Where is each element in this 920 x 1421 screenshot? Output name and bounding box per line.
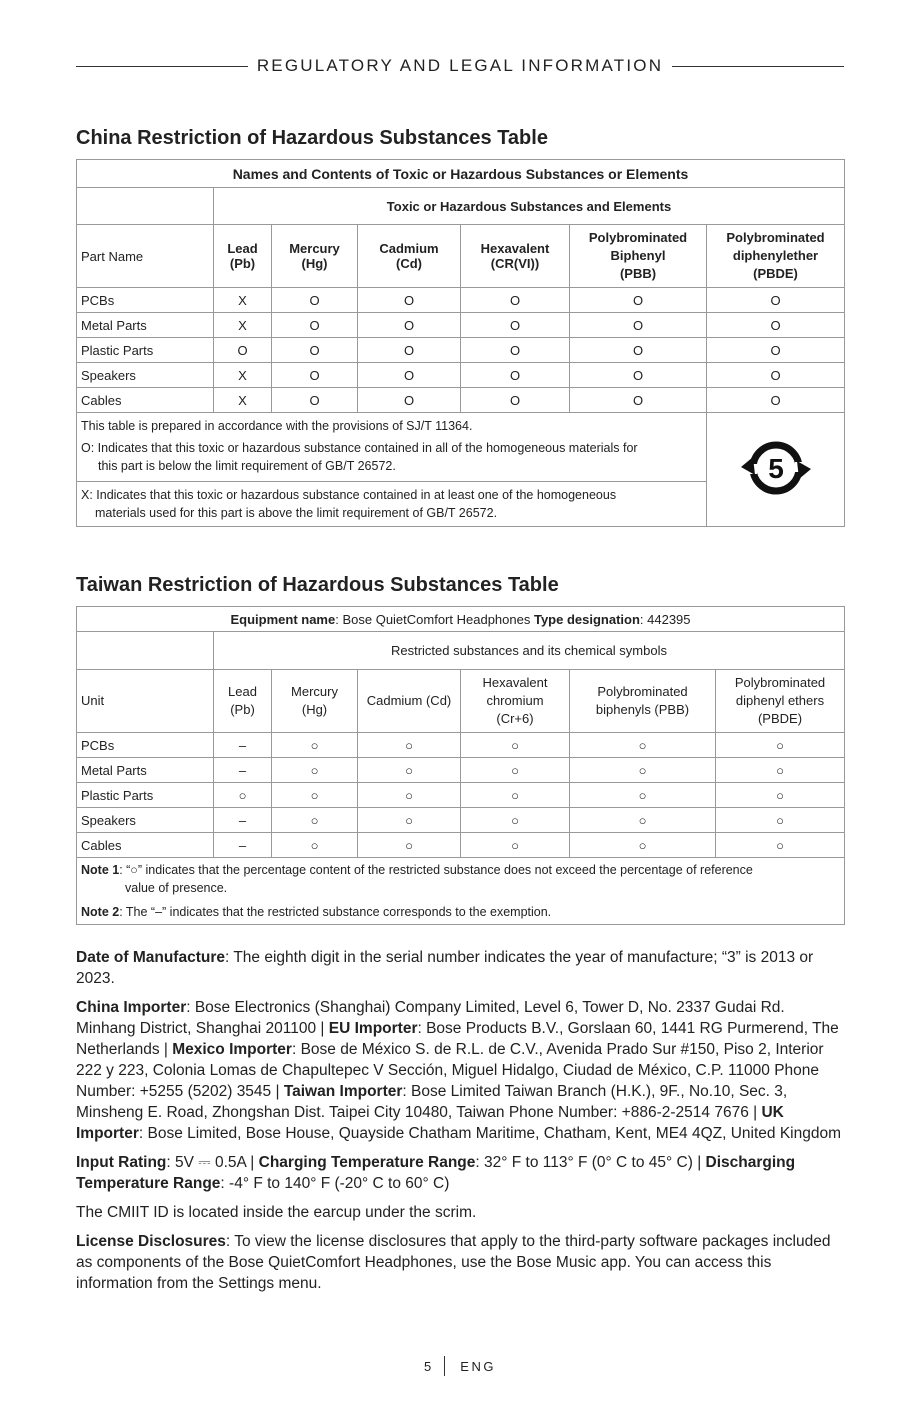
- table-row: [77, 363, 845, 388]
- cell: O: [707, 388, 845, 413]
- table-row: [77, 758, 845, 783]
- cell: –: [214, 833, 272, 858]
- cell: ○: [358, 783, 461, 808]
- cell: O: [707, 363, 845, 388]
- cell: ○: [272, 833, 358, 858]
- cell: O: [358, 363, 461, 388]
- language-code: ENG: [460, 1358, 496, 1374]
- china-col-header: Polybrominated diphenylether (PBDE): [707, 225, 845, 288]
- cell: ○: [570, 733, 716, 758]
- efup-recycle-icon: [741, 433, 811, 503]
- cell: ○: [461, 833, 570, 858]
- china-note-2: O: Indicates that this toxic or hazardous substance contained in all of the homogeneous materials for this part is below the limit requirement of GB/T 26572.: [81, 441, 638, 473]
- taiwan-col-header: Mercury (Hg): [272, 670, 358, 733]
- cell: X: [214, 388, 272, 413]
- cell: O: [707, 288, 845, 313]
- taiwan-rohs-heading: Taiwan Restriction of Hazardous Substances Table: [76, 574, 559, 596]
- taiwan-col-header: Lead (Pb): [214, 670, 272, 733]
- cell: O: [707, 313, 845, 338]
- cell: ○: [570, 758, 716, 783]
- cell: O: [272, 388, 358, 413]
- taiwan-empty-cell: [77, 632, 214, 670]
- date-of-manufacture: Date of Manufacture: The eighth digit in the serial number indicates the year of manufacture; “3” is 2013 or 2023.: [76, 949, 814, 987]
- china-notes: [77, 413, 707, 482]
- page-number: 5: [424, 1358, 432, 1374]
- cell: O: [358, 388, 461, 413]
- cell: ○: [570, 783, 716, 808]
- row-label: Cables: [77, 388, 214, 413]
- cell: O: [707, 338, 845, 363]
- taiwan-notes: [77, 858, 845, 925]
- china-table-title: Names and Contents of Toxic or Hazardous Substances or Elements: [77, 160, 845, 188]
- taiwan-group-header: Restricted substances and its chemical symbols: [214, 632, 845, 670]
- china-column-headers: [77, 225, 845, 288]
- cell: X: [214, 288, 272, 313]
- header-title: REGULATORY AND LEGAL INFORMATION: [256, 56, 664, 75]
- cell: –: [214, 758, 272, 783]
- row-label: Speakers: [77, 808, 214, 833]
- row-label: PCBs: [77, 288, 214, 313]
- cell: ○: [272, 783, 358, 808]
- cell: O: [570, 363, 707, 388]
- cell: O: [272, 313, 358, 338]
- cell: O: [570, 338, 707, 363]
- cell: ○: [461, 758, 570, 783]
- cell: ○: [716, 808, 845, 833]
- row-label: Metal Parts: [77, 758, 214, 783]
- china-col-header: Hexavalent (CR(VI)): [461, 225, 570, 288]
- cell: ○: [716, 758, 845, 783]
- cell: O: [570, 288, 707, 313]
- cell: ○: [461, 783, 570, 808]
- importers: China Importer: Bose Electronics (Shanghai) Company Limited, Level 6, Tower D, No. 2337 Gudai Rd. Minhang District, Shanghai 201100 | EU Importer: Bose Products B.V., Gorslaan 60, 1441 RG Purmerend, The Netherlands | Mexico Importer: Bose de México S. de R.L. de C.V., Avenida Prado Sur #150, Piso 2, Interior 222 y 223, Colonia Lomas de Chapultepec V Sección, Miguel Hidalgo, Ciudad de México, C.P. 11000 Phone Number: +5255 (5202) 3545 | Taiwan Importer: Bose Limited Taiwan Branch (H.K.), 9F., No.10, Sec. 3, Minsheng E. Road, Zhongshan Dist. Taipei City 10480, Taiwan Phone Number: +886-2-2514 7676 | UK Importer: Bose Limited, Bose House, Quayside Chatham Maritime, Chatham, Kent, ME4 4QZ, United Kingdom: [76, 999, 841, 1142]
- table-row: [77, 338, 845, 363]
- cell: O: [214, 338, 272, 363]
- cell: –: [214, 808, 272, 833]
- cell: O: [358, 288, 461, 313]
- page-header: [76, 54, 844, 78]
- cell: O: [461, 288, 570, 313]
- table-row: [77, 388, 845, 413]
- cell: X: [214, 313, 272, 338]
- cell: O: [272, 338, 358, 363]
- row-label: Plastic Parts: [77, 783, 214, 808]
- china-rohs-heading: China Restriction of Hazardous Substances Table: [76, 127, 548, 149]
- table-row: [77, 288, 845, 313]
- china-empty-cell: [77, 188, 214, 225]
- cell: ○: [358, 808, 461, 833]
- header-rule-left: [76, 66, 248, 67]
- row-label: Cables: [77, 833, 214, 858]
- cell: ○: [214, 783, 272, 808]
- table-row: [77, 833, 845, 858]
- taiwan-col-header: Polybrominated diphenyl ethers (PBDE): [716, 670, 845, 733]
- taiwan-note-2: Note 2: The “–” indicates that the restricted substance corresponds to the exemption.: [81, 905, 552, 919]
- china-part-header: Part Name: [77, 225, 214, 288]
- cell: ○: [358, 833, 461, 858]
- license-disclosures: License Disclosures: To view the license disclosures that apply to the third-party software packages included as components of the Bose QuietComfort Headphones, use the Bose Music app. You can access this information from the Settings menu.: [76, 1233, 831, 1292]
- cell: ○: [358, 758, 461, 783]
- legal-paragraphs: [76, 947, 846, 1302]
- row-label: Metal Parts: [77, 313, 214, 338]
- taiwan-col-header: Hexavalent chromium (Cr+6): [461, 670, 570, 733]
- cell: ○: [272, 733, 358, 758]
- china-col-header: Polybrominated Biphenyl (PBB): [570, 225, 707, 288]
- svg-text:5: 5: [767, 453, 784, 484]
- taiwan-col-header: Cadmium (Cd): [358, 670, 461, 733]
- taiwan-col-header: Polybrominated biphenyls (PBB): [570, 670, 716, 733]
- cmiit-note: The CMIIT ID is located inside the earcup under the scrim.: [76, 1204, 477, 1221]
- cell: –: [214, 733, 272, 758]
- table-row: [77, 808, 845, 833]
- china-note-3: X: Indicates that this toxic or hazardous substance contained in at least one of the homogeneous materials used for this part is above the limit requirement of GB/T 26572.: [77, 482, 707, 527]
- page-footer: [0, 1356, 920, 1376]
- china-note-1: This table is prepared in accordance with the provisions of SJ/T 11364.: [81, 419, 473, 433]
- cell: O: [570, 313, 707, 338]
- cell: X: [214, 363, 272, 388]
- efup-logo-cell: [707, 413, 845, 527]
- cell: ○: [272, 758, 358, 783]
- table-row: [77, 783, 845, 808]
- taiwan-unit-header: Unit: [77, 670, 214, 733]
- cell: O: [461, 363, 570, 388]
- table-row: [77, 313, 845, 338]
- cell: O: [272, 288, 358, 313]
- ratings: Input Rating: 5V ⎓ 0.5A | Charging Temperature Range: 32° F to 113° F (0° C to 45° C) | Discharging Temperature Range: -4° F to 140° F (-20° C to 60° C): [76, 1154, 796, 1192]
- cell: O: [461, 388, 570, 413]
- cell: O: [358, 313, 461, 338]
- table-row: [77, 733, 845, 758]
- china-rohs-table: [76, 159, 845, 527]
- cell: O: [461, 338, 570, 363]
- taiwan-note-1: Note 1: “○” indicates that the percentage content of the restricted substance does not exceed the percentage of reference value of presence.: [81, 863, 753, 895]
- cell: ○: [716, 733, 845, 758]
- taiwan-column-headers: [77, 670, 845, 733]
- row-label: Speakers: [77, 363, 214, 388]
- cell: ○: [716, 833, 845, 858]
- row-label: PCBs: [77, 733, 214, 758]
- cell: O: [570, 388, 707, 413]
- cell: ○: [358, 733, 461, 758]
- row-label: Plastic Parts: [77, 338, 214, 363]
- cell: ○: [570, 833, 716, 858]
- cell: O: [358, 338, 461, 363]
- china-group-header: Toxic or Hazardous Substances and Elements: [214, 188, 845, 225]
- cell: ○: [461, 808, 570, 833]
- cell: O: [272, 363, 358, 388]
- cell: ○: [272, 808, 358, 833]
- cell: ○: [716, 783, 845, 808]
- cell: O: [461, 313, 570, 338]
- cell: ○: [461, 733, 570, 758]
- china-col-header: Cadmium (Cd): [358, 225, 461, 288]
- china-col-header: Lead (Pb): [214, 225, 272, 288]
- taiwan-rohs-table: [76, 606, 845, 925]
- header-rule-right: [672, 66, 844, 67]
- cell: ○: [570, 808, 716, 833]
- taiwan-equipment-line: Equipment name: Bose QuietComfort Headphones Type designation: 442395: [77, 607, 845, 632]
- china-col-header: Mercury (Hg): [272, 225, 358, 288]
